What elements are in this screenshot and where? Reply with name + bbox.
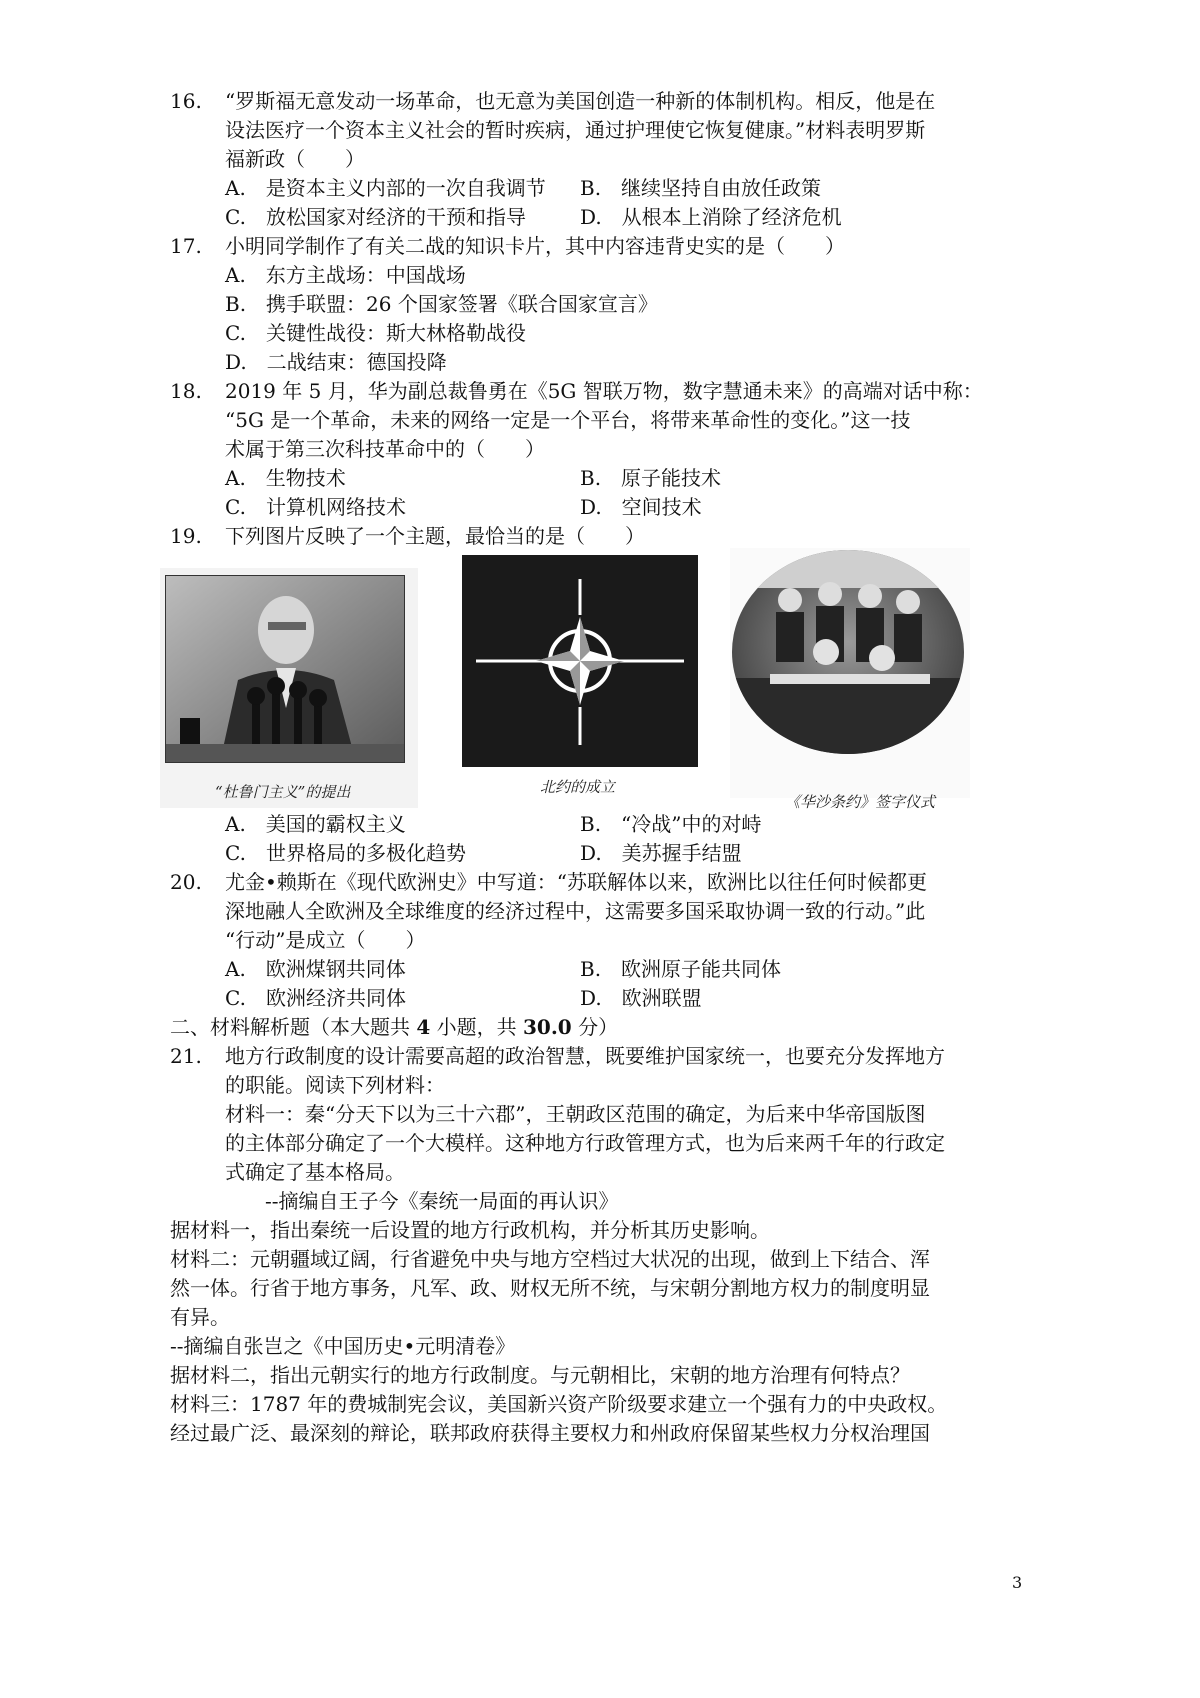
material-text-line: 然一体。行省于地方事务，凡军、政、财权无所不统，与宋朝分割地方权力的制度明显 [170, 1276, 930, 1300]
option-b: B. 携手联盟：26 个国家签署《联合国家宣言》 [225, 292, 658, 316]
question-text-line: 术属于第三次科技革命中的（ ） [225, 437, 545, 461]
option-b: B. 欧洲原子能共同体 [580, 957, 782, 981]
question-text-line: “5G 是一个革命，未来的网络一定是一个平台，将带来革命性的变化。”这一技 [225, 408, 911, 432]
question-text-line: 小明同学制作了有关二战的知识卡片，其中内容违背史实的是（ ） [225, 234, 845, 258]
section-total-score: 30.0 [523, 1015, 572, 1039]
question-text-line: “行动”是成立（ ） [225, 928, 426, 952]
option-c: C. 计算机网络技术 [225, 495, 406, 519]
question-number: 21. [170, 1044, 202, 1068]
option-b: B. “冷战”中的对峙 [580, 812, 762, 836]
section-heading-prefix: 二、材料解析题（本大题共 [170, 1015, 417, 1039]
material-text-line: 材料一：秦“分天下以为三十六郡”，王朝政区范围的确定，为后来中华帝国版图 [225, 1102, 926, 1126]
question-number: 16. [170, 89, 202, 113]
section-heading [170, 1014, 618, 1040]
material-text-line: 式确定了基本格局。 [225, 1160, 405, 1184]
option-a: A. 欧洲煤钢共同体 [225, 957, 406, 981]
section-heading-mid: 小题，共 [430, 1015, 523, 1039]
figure-caption: 《华沙条约》签字仪式 [785, 793, 936, 811]
option-b: B. 继续坚持自由放任政策 [580, 176, 822, 200]
material-source: --摘编自张岂之《中国历史•元明清卷》 [170, 1334, 516, 1358]
truman-doctrine-photo [160, 568, 418, 808]
option-c: C. 关键性战役：斯大林格勒战役 [225, 321, 526, 345]
option-a: A. 东方主战场：中国战场 [225, 263, 466, 287]
question-text-line: 2019 年 5 月，华为副总裁鲁勇在《5G 智联万物，数字慧通未来》的高端对话中称： [225, 379, 983, 403]
section-heading-suffix: 分） [571, 1015, 619, 1039]
truman-photo-image [160, 568, 418, 808]
option-d: D. 美苏握手结盟 [580, 841, 742, 865]
sub-question-line: 据材料二，指出元朝实行的地方行政制度。与元朝相比，宋朝的地方治理有何特点？ [170, 1363, 910, 1387]
question-text-line: 下列图片反映了一个主题，最恰当的是（ ） [225, 524, 645, 548]
sub-question-line: 据材料一，指出秦统一后设置的地方行政机构，并分析其历史影响。 [170, 1218, 770, 1242]
option-c: C. 世界格局的多极化趋势 [225, 841, 466, 865]
material-text-line: 材料三：1787 年的费城制宪会议，美国新兴资产阶级要求建立一个强有力的中央政权。 [170, 1392, 948, 1416]
question-text-line: 尤金•赖斯在《现代欧洲史》中写道：“苏联解体以来，欧洲比以往任何时候都更 [225, 870, 928, 894]
nato-flag-photo [462, 555, 698, 767]
material-source: --摘编自王子今《秦统一局面的再认识》 [225, 1189, 619, 1213]
nato-flag-image [462, 555, 698, 767]
option-a: A. 生物技术 [225, 466, 346, 490]
option-d: D. 二战结束：德国投降 [225, 350, 447, 374]
warsaw-pact-photo [730, 548, 970, 798]
option-d: D. 欧洲联盟 [580, 986, 702, 1010]
question-number: 20. [170, 870, 202, 894]
option-d: D. 从根本上消除了经济危机 [580, 205, 842, 229]
material-text-line: 材料二：元朝疆域辽阔，行省避免中央与地方空档过大状况的出现，做到上下结合、浑 [170, 1247, 930, 1271]
question-number: 19. [170, 524, 202, 548]
question-text-line: 设法医疗一个资本主义社会的暂时疾病，通过护理使它恢复健康。”材料表明罗斯 [225, 118, 926, 142]
option-c: C. 放松国家对经济的干预和指导 [225, 205, 526, 229]
question-text-line: 的职能。阅读下列材料： [225, 1073, 445, 1097]
option-a: A. 美国的霸权主义 [225, 812, 406, 836]
section-question-count: 4 [416, 1015, 431, 1039]
option-d: D. 空间技术 [580, 495, 702, 519]
question-text-line: 深地融人全欧洲及全球维度的经济过程中，这需要多国采取协调一致的行动。”此 [225, 899, 926, 923]
question-number: 18. [170, 379, 202, 403]
option-a: A. 是资本主义内部的一次自我调节 [225, 176, 546, 200]
question-text-line: 福新政（ ） [225, 147, 365, 171]
option-b: B. 原子能技术 [580, 466, 722, 490]
warsaw-pact-image [730, 548, 970, 798]
figure-caption: 北约的成立 [540, 778, 616, 796]
question-number: 17. [170, 234, 202, 258]
material-text-line: 有异。 [170, 1305, 230, 1329]
material-text-line: 经过最广泛、最深刻的辩论，联邦政府获得主要权力和州政府保留某些权力分权治理国 [170, 1421, 930, 1445]
option-c: C. 欧洲经济共同体 [225, 986, 406, 1010]
page-number: 3 [1012, 1573, 1023, 1592]
question-text-line: “罗斯福无意发动一场革命，也无意为美国创造一种新的体制机构。相反，他是在 [225, 89, 936, 113]
material-text-line: 的主体部分确定了一个大模样。这种地方行政管理方式，也为后来两千年的行政定 [225, 1131, 945, 1155]
question-text-line: 地方行政制度的设计需要高超的政治智慧，既要维护国家统一，也要充分发挥地方 [225, 1044, 945, 1068]
figure-caption: “杜鲁门主义”的提出 [215, 783, 351, 801]
